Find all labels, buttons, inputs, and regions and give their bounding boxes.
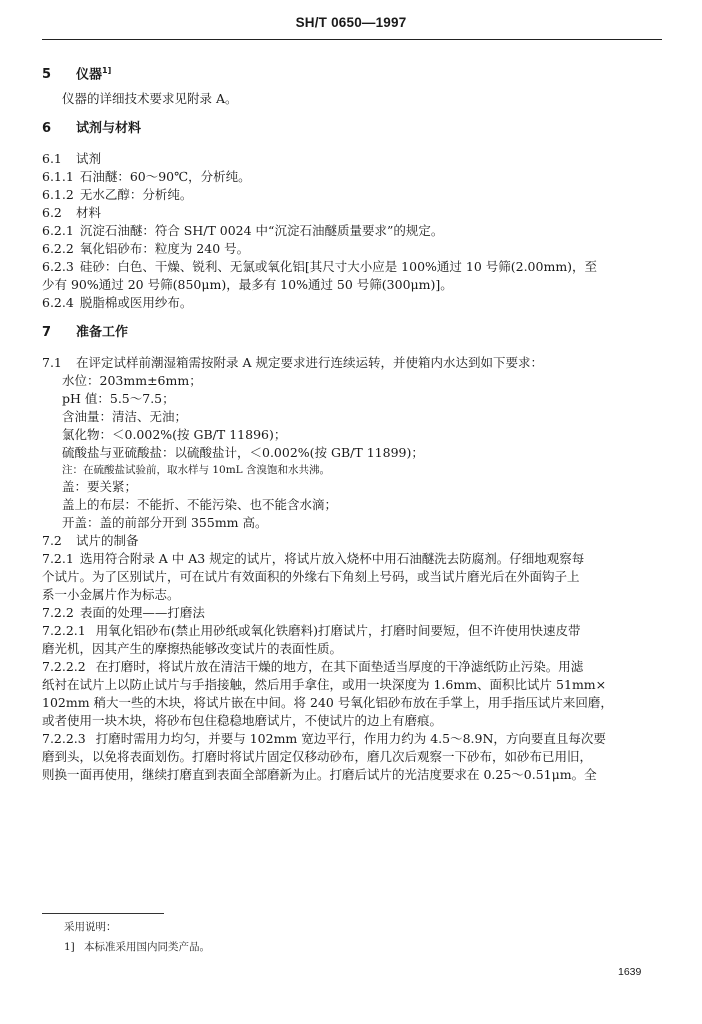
section-6-1-1: 6.1.1 石油醚：60～90℃，分析纯。	[42, 169, 251, 185]
section-6-1: 6.1 试剂	[42, 151, 102, 167]
section-7-2-1-cont: 个试片。为了区别试片，可在试片有效面积的外缘右下角刻上号码，或当试片磨光后在外面钩子上	[42, 569, 580, 585]
document-code-header: SH/T 0650—1997	[295, 15, 407, 30]
section-6-2-3: 6.2.3 硅砂：白色、干燥、锐利、无氯或氧化铝[其尺寸大小应是 100%通过 10 号筛(2.00mm)，至	[42, 259, 598, 275]
section-7-2-2-3-cont: 则换一面再使用，继续打磨直到表面全部磨新为止。打磨后试片的光洁度要求在 0.25～0.51μm。全	[42, 767, 597, 783]
footnote-item: 1] 本标准采用国内同类产品。	[64, 941, 210, 953]
section-5-text: 仪器的详细技术要求见附录 A。	[62, 91, 238, 107]
header-rule	[42, 39, 662, 40]
section-7-2-2-2-cont: 纸衬在试片上以防止试片与手指接触，然后用手拿住，或用一块深度为 1.6mm、面积比试片 51mm×	[42, 677, 607, 693]
list-item: 氯化物：＜0.002%(按 GB/T 11896)；	[62, 427, 287, 443]
section-7-2-2-3: 7.2.2.3 打磨时需用力均匀，并要与 102mm 宽边平行，作用力约为 4.5～8.9N，方向要直且每次要	[42, 731, 606, 747]
section-7-2-2-1: 7.2.2.1 用氧化铝砂布(禁止用砂纸或氧化铁磨料)打磨试片，打磨时间要短，但不许使用快速皮带	[42, 623, 581, 639]
section-6-2-2: 6.2.2 氧化铝砂布：粒度为 240 号。	[42, 241, 250, 257]
list-item: 水位：203mm±6mm；	[62, 373, 202, 389]
section-7-2-2-1-cont: 磨光机，因其产生的摩擦热能够改变试片的表面性质。	[42, 641, 343, 657]
section-7-2: 7.2 试片的制备	[42, 533, 139, 549]
section-7-2-1: 7.2.1 选用符合附录 A 中 A3 规定的试片，将试片放入烧杯中用石油醚洗去防腐剂。仔细地观察每	[42, 551, 585, 567]
section-7-2-2-2-cont: 或者使用一块木块，将砂布包住稳稳地磨试片，不使试片的边上有磨痕。	[42, 713, 443, 729]
list-item: pH 值：5.5～7.5；	[62, 391, 175, 407]
list-item: 含油量：清洁、无油；	[62, 409, 188, 425]
section-6-2-1: 6.2.1 沉淀石油醚：符合 SH/T 0024 中“沉淀石油醚质量要求”的规定。	[42, 223, 444, 239]
section-7-2-2-2: 7.2.2.2 在打磨时，将试片放在清洁干燥的地方，在其下面垫适当厚度的干净滤纸防止污染。用滤	[42, 659, 584, 675]
section-7-2-1-cont: 系一小金属片作为标志。	[42, 587, 180, 603]
section-6-2-4: 6.2.4 脱脂棉或医用纱布。	[42, 295, 193, 311]
list-item: 盖上的布层：不能折、不能污染、也不能含水滴；	[62, 497, 338, 513]
footnote-rule	[42, 913, 164, 914]
section-6-1-2: 6.1.2 无水乙醇：分析纯。	[42, 187, 193, 203]
list-item: 盖：要关紧；	[62, 479, 138, 495]
section-7-2-2-2-cont: 102mm 稍大一些的木块，将试片嵌在中间。将 240 号氧化铝砂布放在手掌上，用手指压试片来回磨，	[42, 695, 613, 711]
note: 注：在硫酸盐试验前，取水样与 10mL 含溴饱和水共沸。	[62, 464, 330, 477]
footnote-title: 采用说明：	[64, 921, 117, 933]
list-item: 硫酸盐与亚硫酸盐：以硫酸盐计，＜0.002%(按 GB/T 11899)；	[62, 445, 424, 461]
section-7-1: 7.1 在评定试样前潮湿箱需按附录 A 规定要求进行连续运转，并使箱内水达到如下要求：	[42, 355, 543, 371]
section-7-heading: 7 准备工作	[42, 325, 129, 341]
page-number: 1639	[618, 966, 642, 978]
main-content	[42, 62, 662, 784]
section-6-heading: 6 试剂与材料	[42, 121, 142, 137]
section-6-2-3-cont: 少有 90%通过 20 号筛(850μm)，最多有 10%通过 50 号筛(300μm)]。	[42, 277, 453, 293]
section-5-heading: 5 仪器$^{1]}$	[42, 66, 112, 83]
list-item: 开盖：盖的前部分开到 355mm 高。	[62, 515, 268, 531]
section-7-2-2-3-cont: 磨到头，以免将表面划伤。打磨时将试片固定仅移动砂布，磨几次后观察一下砂布，如砂布已用旧，	[42, 749, 593, 765]
section-7-2-2: 7.2.2 表面的处理——打磨法	[42, 605, 205, 621]
section-6-2: 6.2 材料	[42, 205, 102, 221]
